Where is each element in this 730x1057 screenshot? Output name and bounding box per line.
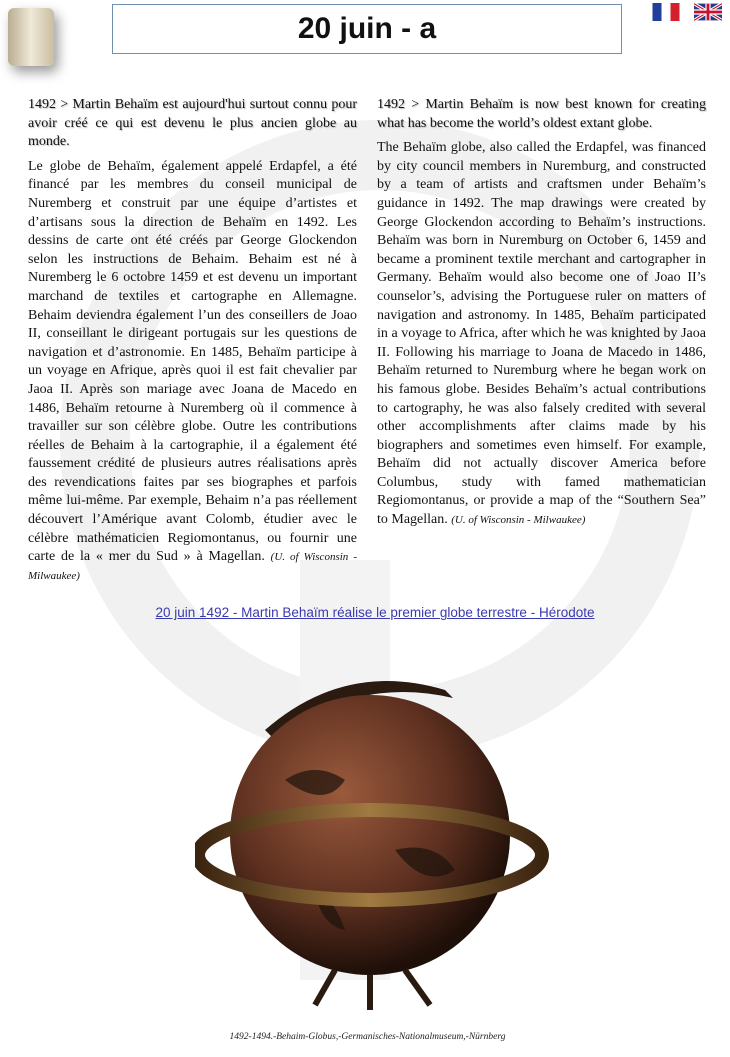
page-title: 20 juin - a [112,4,622,54]
logo-image [8,8,54,66]
french-lead: 1492 > Martin Behaïm est aujourd'hui surtout connu pour avoir créé ce qui est devenu le plus ancien globe au monde. [28,97,357,150]
content-flow [0,96,730,620]
french-column [28,96,357,591]
english-column [377,96,706,591]
french-source: (U. of Wisconsin - Milwaukee) [28,551,357,582]
image-caption: 1492-1494.-Behaim-Globus,-Germanisches-Nationalmuseum,-Nürnberg [229,1032,506,1042]
english-source: (U. of Wisconsin - Milwaukee) [451,514,586,527]
french-body: Le globe de Behaïm, également appelé Erdapfel, a été financé par les membres du conseil municipal de Nuremberg et construit par une équipe d’artistes et d’artisans sous la direction de Behaïm en 1492. Les dessins de carte ont été créés par George Glockendon selon les instructions de Behaim. Behaim est né à Nuremberg le 6 octobre 1459 et est devenu un important marchand de textiles et cartographe en Allemagne. Behaim deviendra également l’un des conseillers de Joao II, conseillant le dirigeant portugais sur les questions de navigation et d’astronomie. En 1485, Behaïm participe à un voyage en Afrique, après quoi il est fait chevalier par Jaoa II. Après son mariage avec Joana de Macedo en 1486, Behaïm retourne à Nuremberg où il commence à travailler sur son célèbre globe. Outre les contributions réelles de Behaim à la cartographie, il a également été faussement crédité de plusieurs autres réalisations après des revendications faites par ses biographes et parfois même lui-même. Par exemple, Behaim n’a pas réellement découvert l’Amérique avant Colomb, étudier avec le célèbre mathématicien Regiomontanus, ou fournir une carte de la « mer du Sud » à Magellan. [28,158,357,565]
columns [0,96,730,591]
france-flag-icon[interactable] [652,3,680,21]
herodote-link[interactable]: 20 juin 1492 - Martin Behaïm réalise le premier globe terrestre - Hérodote [155,605,595,621]
english-lead: 1492 > Martin Behaïm is now best known for creating what has become the world’s oldest extant globe. [377,97,706,131]
uk-flag-icon[interactable] [694,3,722,21]
english-body: The Behaïm globe, also called the Erdapfel, was financed by city council members in Nuremburg, and constructed by a team of artists and craftsmen under Behaïm’s guidance in 1492. The map drawings were created by George Glockendon according to Behaïm’s instructions. Behaïm was born in Nuremburg on October 6, 1459 and became a prominent textile merchant and cartographer in Germany. Behaïm would also become one of Joao II’s counselor’s, advising the Portuguese ruler on matters of navigation and astronomy. In 1485, Behaïm participated in a voyage to Africa, after which he was knighted by Jaoa II. Following his marriage to Joana de Macedo in 1486, Behaïm returned to Nuremburg where he began work on his famous globe. Besides Behaïm’s actual contributions to cartography, he was also falsely credited with several other accomplishments after claims made by his biographers and sometimes even himself. For example, Behaïm did not actually discover America before Columbus, study with famed mathematician Regiomontanus, or provide a map of the “Southern Sea” to Magellan. [377,140,706,528]
behaim-globe-image [195,670,555,1010]
